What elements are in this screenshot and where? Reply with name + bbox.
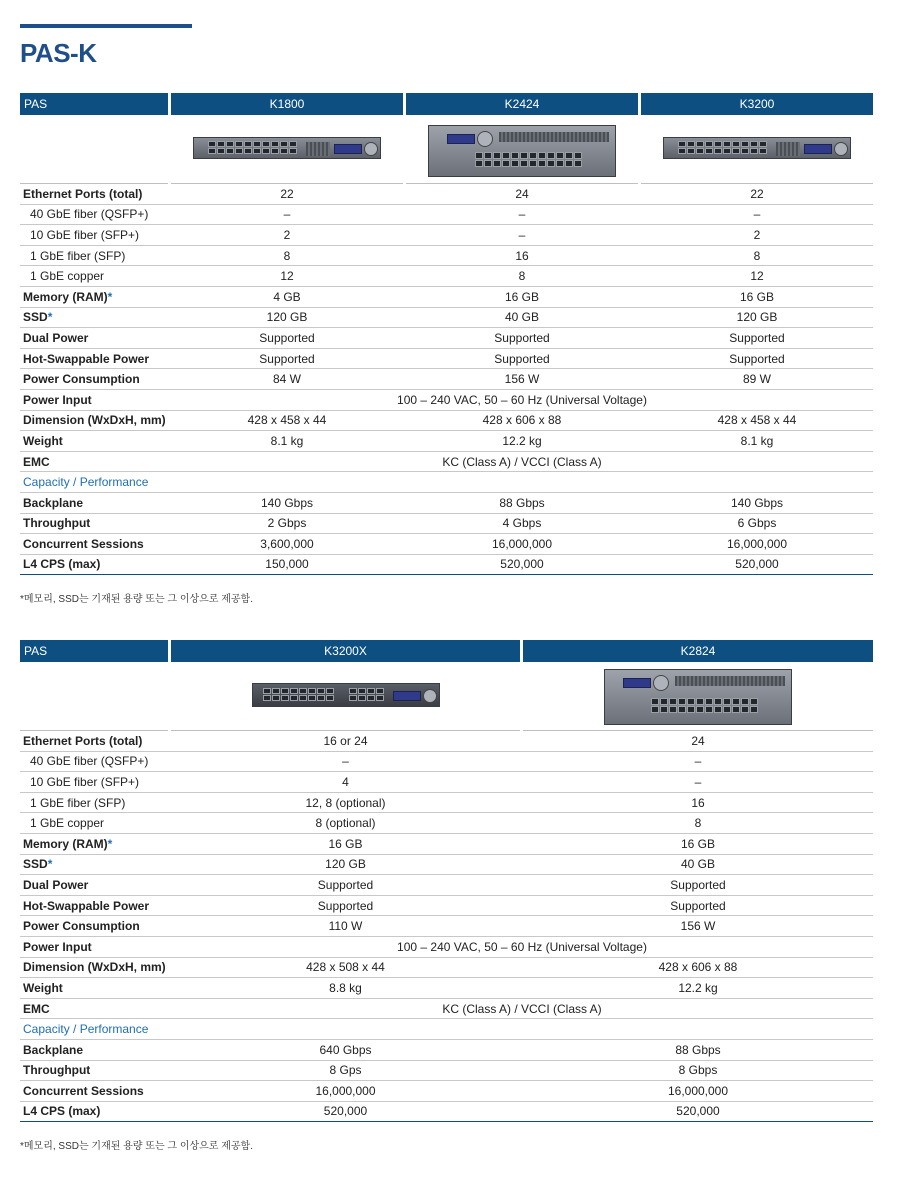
spec-row-dimension-wxdxh-mm: [20, 958, 873, 979]
spec-label: Capacity / Performance: [20, 1019, 168, 1040]
device-image-k2824: [523, 662, 873, 731]
footnote-marker: *: [47, 310, 53, 325]
spec-label: Dual Power: [20, 328, 168, 349]
spec-value-k2424: [406, 472, 638, 493]
spec-row-dimension-wxdxh-mm: [20, 411, 873, 432]
spec-label: Hot-Swappable Power: [20, 349, 168, 370]
spec-value-k2824: –: [523, 772, 873, 793]
spec-value-k3200: 428 x 458 x 44: [641, 411, 873, 432]
model-header-k1800: K1800: [171, 93, 403, 115]
footnote-2: *메모리, SSD는 기재된 용량 또는 그 이상으로 제공함.: [20, 1141, 253, 1152]
spec-row-power-input: [20, 937, 873, 958]
rack-2u-icon: [604, 669, 792, 725]
spec-value-k2424: 16 GB: [406, 287, 638, 308]
spec-value-k3200x: [171, 1019, 520, 1040]
spec-row-memory-ram: [20, 834, 873, 855]
spec-label: Dual Power: [20, 875, 168, 896]
spec-row-concurrent-sessions: [20, 534, 873, 555]
spec-row-hot-swappable-power: [20, 349, 873, 370]
spec-value-k1800: 22: [171, 184, 403, 205]
spec-value-k1800: Supported: [171, 328, 403, 349]
spec-value-k3200x: 16 GB: [171, 834, 520, 855]
spec-value-k3200: 16 GB: [641, 287, 873, 308]
spec-row-ethernet-ports-total: [20, 731, 873, 752]
spec-label: 40 GbE fiber (QSFP+): [20, 752, 168, 773]
spec-value-k2424: 12.2 kg: [406, 431, 638, 452]
spec-label: Memory (RAM)*: [20, 834, 168, 855]
spec-value-k2824: 16: [523, 793, 873, 814]
spec-label: Ethernet Ports (total): [20, 184, 168, 205]
spec-row-hot-swappable-power: [20, 896, 873, 917]
spec-row-weight: [20, 978, 873, 999]
spec-row-l4-cps-max: [20, 1102, 873, 1123]
spec-row-memory-ram: [20, 287, 873, 308]
spec-value-k2424: 8: [406, 266, 638, 287]
spec-label: 1 GbE fiber (SFP): [20, 246, 168, 267]
spec-value-k2424: 4 Gbps: [406, 514, 638, 535]
spec-table-2: [20, 640, 873, 1122]
spec-label: Concurrent Sessions: [20, 534, 168, 555]
spec-row-backplane: [20, 493, 873, 514]
spec-value-k1800: 120 GB: [171, 308, 403, 329]
spec-value-k1800: 8: [171, 246, 403, 267]
spec-label: Memory (RAM)*: [20, 287, 168, 308]
spec-row-1-gbe-fiber-sfp: [20, 793, 873, 814]
spec-value-k2824: 8: [523, 813, 873, 834]
spec-row-power-input: [20, 390, 873, 411]
rack-1u-icon: [663, 137, 851, 159]
spec-row-power-consumption: [20, 369, 873, 390]
spec-label: Hot-Swappable Power: [20, 896, 168, 917]
spec-row-power-consumption: [20, 916, 873, 937]
spec-row-10-gbe-fiber-sfp: [20, 772, 873, 793]
spec-value-k2824: 156 W: [523, 916, 873, 937]
spec-table-1: [20, 93, 873, 575]
spec-value-k2824: [523, 1019, 873, 1040]
spec-row-ssd: [20, 308, 873, 329]
spec-value-k3200x: 16 or 24: [171, 731, 520, 752]
spec-value-k3200: 22: [641, 184, 873, 205]
spec-row-10-gbe-fiber-sfp: [20, 225, 873, 246]
footnote-marker: *: [47, 857, 53, 872]
spec-label: Capacity / Performance: [20, 472, 168, 493]
spec-row-throughput: [20, 1061, 873, 1082]
spec-value-all: KC (Class A) / VCCI (Class A): [171, 452, 873, 473]
spec-row-l4-cps-max: [20, 555, 873, 576]
spec-label: Dimension (WxDxH, mm): [20, 958, 168, 979]
spec-value-k2824: Supported: [523, 875, 873, 896]
spec-label: Throughput: [20, 1061, 168, 1082]
spec-value-k1800: –: [171, 205, 403, 226]
spec-value-k2824: Supported: [523, 896, 873, 917]
spec-value-k2824: 520,000: [523, 1102, 873, 1123]
spec-value-k3200x: 8 (optional): [171, 813, 520, 834]
spec-label: Ethernet Ports (total): [20, 731, 168, 752]
spec-label: Power Consumption: [20, 916, 168, 937]
spec-rows: [20, 184, 873, 575]
spec-value-k3200: 2: [641, 225, 873, 246]
spec-row-capacity-performance: [20, 472, 873, 493]
spec-value-k2424: 520,000: [406, 555, 638, 576]
spec-row-backplane: [20, 1040, 873, 1061]
spec-row-40-gbe-fiber-qsfp: [20, 752, 873, 773]
spec-label: Power Consumption: [20, 369, 168, 390]
spec-value-k2824: –: [523, 752, 873, 773]
spec-row-emc: [20, 999, 873, 1020]
spec-label: Throughput: [20, 514, 168, 535]
spec-value-k3200x: Supported: [171, 896, 520, 917]
spec-value-k3200: Supported: [641, 328, 873, 349]
spec-value-all: KC (Class A) / VCCI (Class A): [171, 999, 873, 1020]
spec-label: Backplane: [20, 1040, 168, 1061]
spec-value-k2824: 40 GB: [523, 855, 873, 876]
spec-value-k1800: 2 Gbps: [171, 514, 403, 535]
spec-value-k1800: 140 Gbps: [171, 493, 403, 514]
spec-value-k2424: 156 W: [406, 369, 638, 390]
table-header-label: PAS: [20, 640, 168, 662]
spec-label: EMC: [20, 999, 168, 1020]
spec-value-all: 100 – 240 VAC, 50 – 60 Hz (Universal Voltage): [171, 937, 873, 958]
device-image-k3200: [641, 115, 873, 184]
spec-value-k3200x: 8.8 kg: [171, 978, 520, 999]
spec-label: SSD*: [20, 855, 168, 876]
spec-value-k2424: 24: [406, 184, 638, 205]
spec-value-k2424: –: [406, 205, 638, 226]
spec-value-k2824: 88 Gbps: [523, 1040, 873, 1061]
spec-value-k3200: 140 Gbps: [641, 493, 873, 514]
spec-value-k1800: Supported: [171, 349, 403, 370]
spec-value-k1800: 84 W: [171, 369, 403, 390]
spec-row-concurrent-sessions: [20, 1081, 873, 1102]
spec-value-k2424: 40 GB: [406, 308, 638, 329]
spec-value-k2824: 12.2 kg: [523, 978, 873, 999]
model-header-k3200: K3200: [641, 93, 873, 115]
spec-label: Backplane: [20, 493, 168, 514]
spec-value-k1800: 3,600,000: [171, 534, 403, 555]
spec-value-k2824: 16 GB: [523, 834, 873, 855]
spec-rows: [20, 731, 873, 1122]
spec-value-k3200: 8: [641, 246, 873, 267]
spec-value-k2824: 16,000,000: [523, 1081, 873, 1102]
spec-label: L4 CPS (max): [20, 555, 168, 576]
device-image-k2424: [406, 115, 638, 184]
title-accent-rule: [20, 24, 192, 28]
spec-row-1-gbe-copper: [20, 813, 873, 834]
spec-row-capacity-performance: [20, 1019, 873, 1040]
spec-label: 10 GbE fiber (SFP+): [20, 225, 168, 246]
spec-value-k2424: 16,000,000: [406, 534, 638, 555]
spec-value-k3200: 16,000,000: [641, 534, 873, 555]
spec-value-k3200x: 16,000,000: [171, 1081, 520, 1102]
spec-value-k1800: 150,000: [171, 555, 403, 576]
spec-label: L4 CPS (max): [20, 1102, 168, 1123]
spec-value-k3200x: 640 Gbps: [171, 1040, 520, 1061]
spec-label: 1 GbE fiber (SFP): [20, 793, 168, 814]
rack-2u-icon: [428, 125, 616, 177]
spec-value-k3200x: 520,000: [171, 1102, 520, 1123]
spec-value-k2424: 88 Gbps: [406, 493, 638, 514]
spec-value-k3200: 89 W: [641, 369, 873, 390]
device-image-k1800: [171, 115, 403, 184]
model-header-k2424: K2424: [406, 93, 638, 115]
spec-value-k2424: 16: [406, 246, 638, 267]
spec-label: Weight: [20, 978, 168, 999]
device-image-k3200x: [171, 662, 520, 731]
spec-row-dual-power: [20, 328, 873, 349]
spec-value-k2824: 24: [523, 731, 873, 752]
spec-row-1-gbe-copper: [20, 266, 873, 287]
spec-value-k3200: 8.1 kg: [641, 431, 873, 452]
spec-value-k2424: 428 x 606 x 88: [406, 411, 638, 432]
spec-value-k3200: Supported: [641, 349, 873, 370]
footnote-1: *메모리, SSD는 기재된 용량 또는 그 이상으로 제공함.: [20, 594, 253, 605]
rack-1u-icon: [193, 137, 381, 159]
spec-value-all: 100 – 240 VAC, 50 – 60 Hz (Universal Voltage): [171, 390, 873, 411]
spec-label: 1 GbE copper: [20, 813, 168, 834]
spec-value-k3200x: 428 x 508 x 44: [171, 958, 520, 979]
spec-value-k3200: 6 Gbps: [641, 514, 873, 535]
spec-label: EMC: [20, 452, 168, 473]
spec-label: Concurrent Sessions: [20, 1081, 168, 1102]
spec-value-k2824: 8 Gbps: [523, 1061, 873, 1082]
spec-label: Weight: [20, 431, 168, 452]
spec-value-k3200: 120 GB: [641, 308, 873, 329]
model-header-k3200x: K3200X: [171, 640, 520, 662]
spec-label: Power Input: [20, 937, 168, 958]
rack-1u-dark-icon: [252, 683, 440, 707]
spec-row-1-gbe-fiber-sfp: [20, 246, 873, 267]
spec-label: Dimension (WxDxH, mm): [20, 411, 168, 432]
spec-value-k3200x: 120 GB: [171, 855, 520, 876]
spec-row-ethernet-ports-total: [20, 184, 873, 205]
spec-row-emc: [20, 452, 873, 473]
spec-label: Power Input: [20, 390, 168, 411]
table-header-label: PAS: [20, 93, 168, 115]
footnote-marker: *: [107, 836, 113, 851]
spec-value-k3200: [641, 472, 873, 493]
spec-label: 1 GbE copper: [20, 266, 168, 287]
model-header-k2824: K2824: [523, 640, 873, 662]
spec-value-k3200x: –: [171, 752, 520, 773]
spec-row-dual-power: [20, 875, 873, 896]
spec-value-k3200: –: [641, 205, 873, 226]
spec-value-k3200x: 8 Gps: [171, 1061, 520, 1082]
spec-value-k2424: Supported: [406, 349, 638, 370]
spec-value-k1800: 12: [171, 266, 403, 287]
spec-row-ssd: [20, 855, 873, 876]
spec-value-k1800: 8.1 kg: [171, 431, 403, 452]
spec-value-k1800: [171, 472, 403, 493]
footnote-marker: *: [107, 289, 113, 304]
spec-label: 40 GbE fiber (QSFP+): [20, 205, 168, 226]
page-title: PAS-K: [20, 38, 97, 68]
spec-value-k2824: 428 x 606 x 88: [523, 958, 873, 979]
spec-value-k1800: 2: [171, 225, 403, 246]
spec-label: 10 GbE fiber (SFP+): [20, 772, 168, 793]
spec-value-k3200x: 4: [171, 772, 520, 793]
spec-value-k3200x: Supported: [171, 875, 520, 896]
spec-value-k3200x: 12, 8 (optional): [171, 793, 520, 814]
spec-value-k2424: –: [406, 225, 638, 246]
spec-label: SSD*: [20, 308, 168, 329]
spec-value-k3200: 520,000: [641, 555, 873, 576]
spec-value-k2424: Supported: [406, 328, 638, 349]
spec-value-k1800: 428 x 458 x 44: [171, 411, 403, 432]
spec-value-k3200: 12: [641, 266, 873, 287]
spec-row-weight: [20, 431, 873, 452]
spec-value-k1800: 4 GB: [171, 287, 403, 308]
spec-row-throughput: [20, 514, 873, 535]
spec-row-40-gbe-fiber-qsfp: [20, 205, 873, 226]
spec-value-k3200x: 110 W: [171, 916, 520, 937]
